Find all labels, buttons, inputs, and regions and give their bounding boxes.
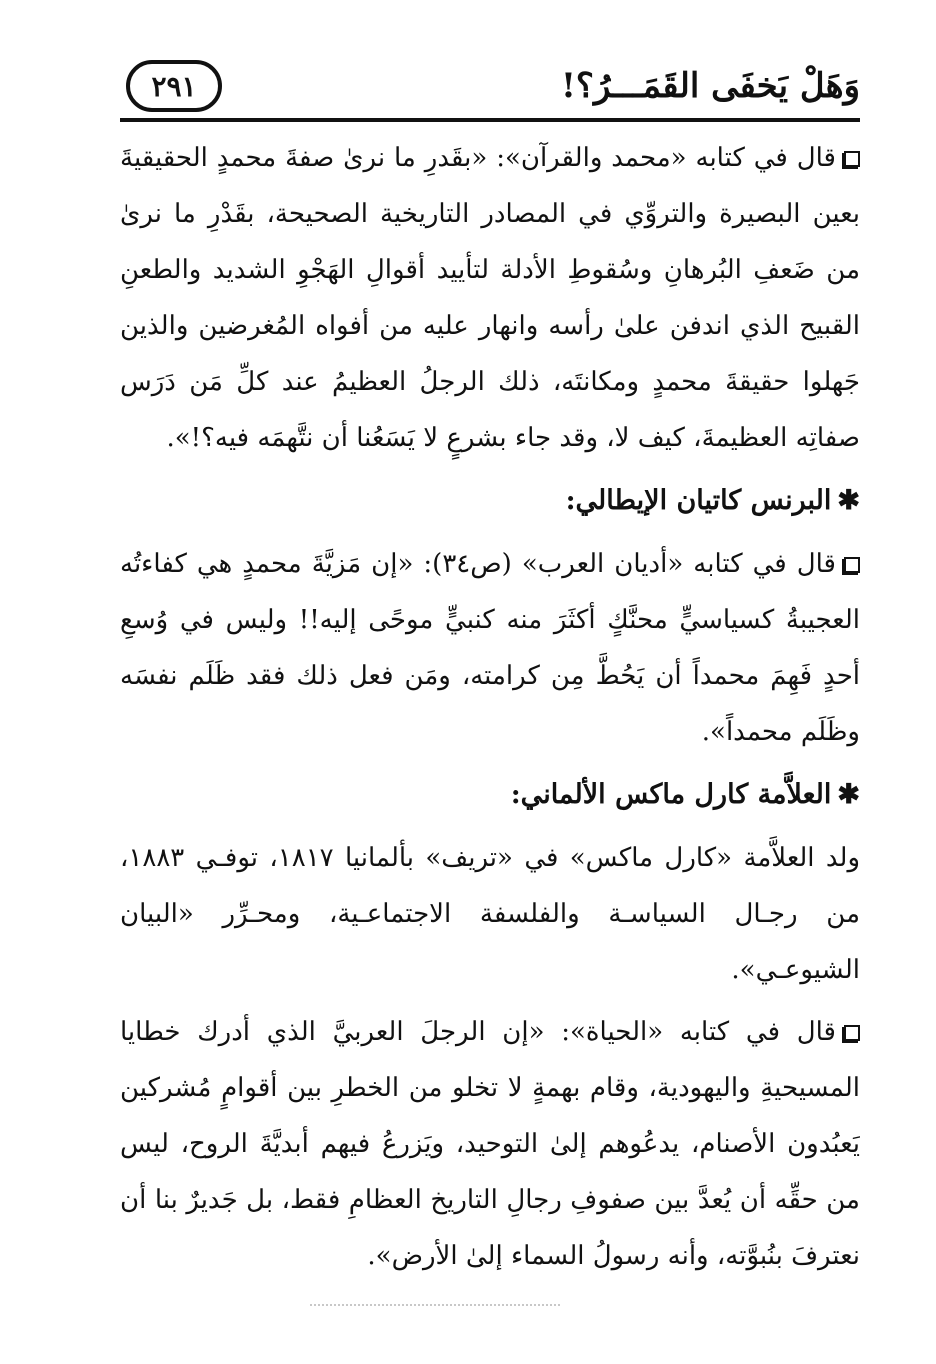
paragraph-text: قال في كتابه «محمد والقرآن»: «بقَدرِ ما نرىٰ صفةَ محمدٍ الحقيقيةَ بعين البصيرة والتروِّي في المصادر التاريخية الصحيحة، بقَدْرِ ما نرىٰ من ضَعفِ البُرهانِ وسُقوطِ الأدلة لتأييد أقوالِ الهَجْوِ الشديد والطعنِ القبيح الذي اندفن علىٰ رأسه وانهار عليه من أفواه المُغرضين والذين جَهلوا حقيقةَ محمدٍ ومكانتَه، ذلك الرجلُ العظيمُ عند كلِّ مَن دَرَس صفاتِه العظيمةَ، كيف لا، وقد جاء بشرعٍ لا يَسَعُنا أن نتَّهمَه فيه؟!». xyxy=(120,143,860,453)
header-rule xyxy=(120,118,860,122)
asterisk-icon: ✱ xyxy=(837,485,860,516)
page-body xyxy=(120,130,860,1280)
heading-text: البرنس كاتيان الإيطالي: xyxy=(565,485,832,516)
paragraph-text: قال في كتابه «الحياة»: «إن الرجلَ العربيَّ الذي أدرك خطايا المسيحيةِ واليهودية، وقام بهمةٍ لا تخلو من الخطرِ بين أقوامٍ مُشركين يَعبُدون الأصنام، يدعُوهم إلىٰ التوحيد، ويَزرعُ فيهم أبديَّةَ الروح، ليس من حقِّه أن يُعدَّ بين صفوفِ رجالِ التاريخ العظامِ فقط، بل جَديرٌ بنا أن نعترفَ بنُبوَّته، وأنه رسولُ السماء إلىٰ الأرض». xyxy=(120,1017,860,1271)
page-header xyxy=(120,60,860,122)
quote-paragraph xyxy=(120,130,860,466)
section-heading xyxy=(120,766,860,824)
heading-text: العلاَّمة كارل ماكس الألماني: xyxy=(510,779,832,810)
running-title: وَهَلْ يَخفَى القَمَـــرُ؟! xyxy=(561,66,860,106)
page-number: ٢٩١ xyxy=(126,60,222,112)
quote-paragraph xyxy=(120,1004,860,1280)
section-heading xyxy=(120,472,860,530)
quote-paragraph xyxy=(120,536,860,760)
square-bullet-icon xyxy=(844,557,860,573)
asterisk-icon: ✱ xyxy=(837,779,860,810)
square-bullet-icon xyxy=(844,1025,860,1041)
square-bullet-icon xyxy=(844,151,860,167)
paragraph-text: قال في كتابه «أديان العرب» (ص٣٤): «إن مَزيَّةَ محمدٍ هي كفاءتُه العجيبةُ كسياسيٍّ محنَّكٍ أكثَرَ منه كنبيٍّ موحًى إليه!! وليس في وُسعِ أحدٍ فَهِمَ محمداً أن يَحُطَّ مِن كرامته، ومَن فعل ذلك فقد ظَلَم نفسَه وظَلَم محمداً». xyxy=(120,549,860,747)
scan-artifact xyxy=(310,1304,560,1309)
paragraph-text: ولد العلاَّمة «كارل ماكس» في «تريف» بألمانيا ١٨١٧، توفـي ١٨٨٣، من رجـال السياسـة والفلسفة الاجتماعـية، ومحـرِّر «البيان الشيوعـي». xyxy=(120,843,860,985)
bio-paragraph xyxy=(120,830,860,998)
